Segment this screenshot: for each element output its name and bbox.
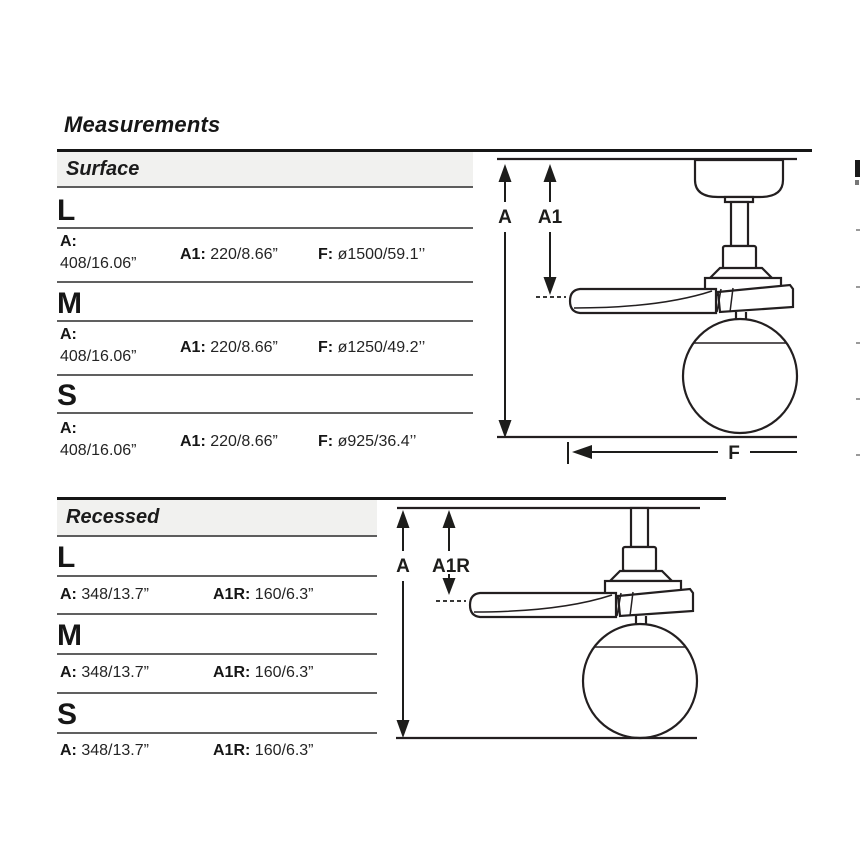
recessed-size-l: L xyxy=(57,541,76,574)
recessed-l-dim-a: A: 348/13.7” xyxy=(60,586,149,603)
recessed-l-dim-a1r: A1R: 160/6.3” xyxy=(213,586,314,603)
recessed-m-dim-a: A: 348/13.7” xyxy=(60,664,149,681)
page-edge-artifact xyxy=(856,454,860,456)
separator-line xyxy=(57,732,377,734)
fan-blades xyxy=(570,285,793,313)
surface-s-dim-a: A: 408/16.06” xyxy=(60,420,137,459)
dimension-f-arrow xyxy=(568,442,797,464)
surface-size-s: S xyxy=(57,379,78,412)
recessed-section-header xyxy=(57,500,377,537)
page-edge-artifact xyxy=(856,342,860,344)
recessed-s-dim-a: A: 348/13.7” xyxy=(60,742,149,759)
separator-line xyxy=(57,653,377,655)
page-edge-artifact xyxy=(856,229,860,231)
surface-s-dim-f: F: ø925/36.4’’ xyxy=(318,433,417,450)
page-edge-artifact xyxy=(856,398,860,400)
separator-line xyxy=(57,281,473,283)
downrod-coupler xyxy=(723,246,756,270)
dimension-a-arrow xyxy=(498,164,512,438)
separator-line xyxy=(57,374,473,376)
page-title: Measurements xyxy=(64,112,221,137)
separator-line xyxy=(57,227,473,229)
dimension-a-label: A xyxy=(396,556,410,577)
surface-l-dim-a: A: 408/16.06” xyxy=(60,233,137,272)
surface-size-m: M xyxy=(57,287,82,320)
dimension-f-label: F xyxy=(728,443,740,464)
separator-line xyxy=(57,412,473,414)
page-edge-artifact xyxy=(856,286,860,288)
dimension-a-label: A xyxy=(498,207,512,228)
globe-light xyxy=(683,312,797,433)
page-edge-artifact xyxy=(855,160,860,177)
recessed-s-dim-a1r: A1R: 160/6.3” xyxy=(213,742,314,759)
fan-body xyxy=(695,160,783,295)
dimension-a1r-arrow xyxy=(432,510,470,601)
separator-line xyxy=(57,320,473,322)
fan-downrod xyxy=(731,202,748,246)
surface-l-dim-f: F: ø1500/59.1’’ xyxy=(318,246,426,263)
dimension-a1-arrow xyxy=(536,164,566,297)
motor-cap xyxy=(710,268,772,278)
surface-l-dim-a1: A1: 220/8.66” xyxy=(180,246,278,263)
surface-s-dim-a1: A1: 220/8.66” xyxy=(180,433,278,450)
recessed-size-m: M xyxy=(57,619,82,652)
page-edge-artifact xyxy=(855,180,859,185)
fan-downrod xyxy=(631,508,648,547)
surface-section-header xyxy=(57,152,473,188)
recessed-m-dim-a1r: A1R: 160/6.3” xyxy=(213,664,314,681)
globe-light xyxy=(583,616,697,738)
motor-cap xyxy=(610,571,672,581)
dimension-a-arrow xyxy=(396,510,410,738)
recessed-header-label: Recessed xyxy=(66,506,160,528)
surface-m-dim-f: F: ø1250/49.2’’ xyxy=(318,339,426,356)
fan-body xyxy=(605,508,681,598)
surface-m-dim-a1: A1: 220/8.66” xyxy=(180,339,278,356)
fan-canopy xyxy=(695,160,783,197)
dimension-a1r-label: A1R xyxy=(431,556,471,577)
separator-line xyxy=(57,575,377,577)
separator-line xyxy=(57,692,377,694)
surface-m-dim-a: A: 408/16.06” xyxy=(60,326,137,365)
surface-mount-diagram xyxy=(480,140,860,475)
surface-header-label: Surface xyxy=(66,158,140,180)
recessed-mount-diagram xyxy=(380,490,720,760)
recessed-size-s: S xyxy=(57,698,78,731)
surface-size-l: L xyxy=(57,194,76,227)
fan-blades xyxy=(470,589,693,617)
dimension-a1-label: A1 xyxy=(537,207,563,228)
separator-line xyxy=(57,613,377,615)
downrod-coupler xyxy=(623,547,656,571)
